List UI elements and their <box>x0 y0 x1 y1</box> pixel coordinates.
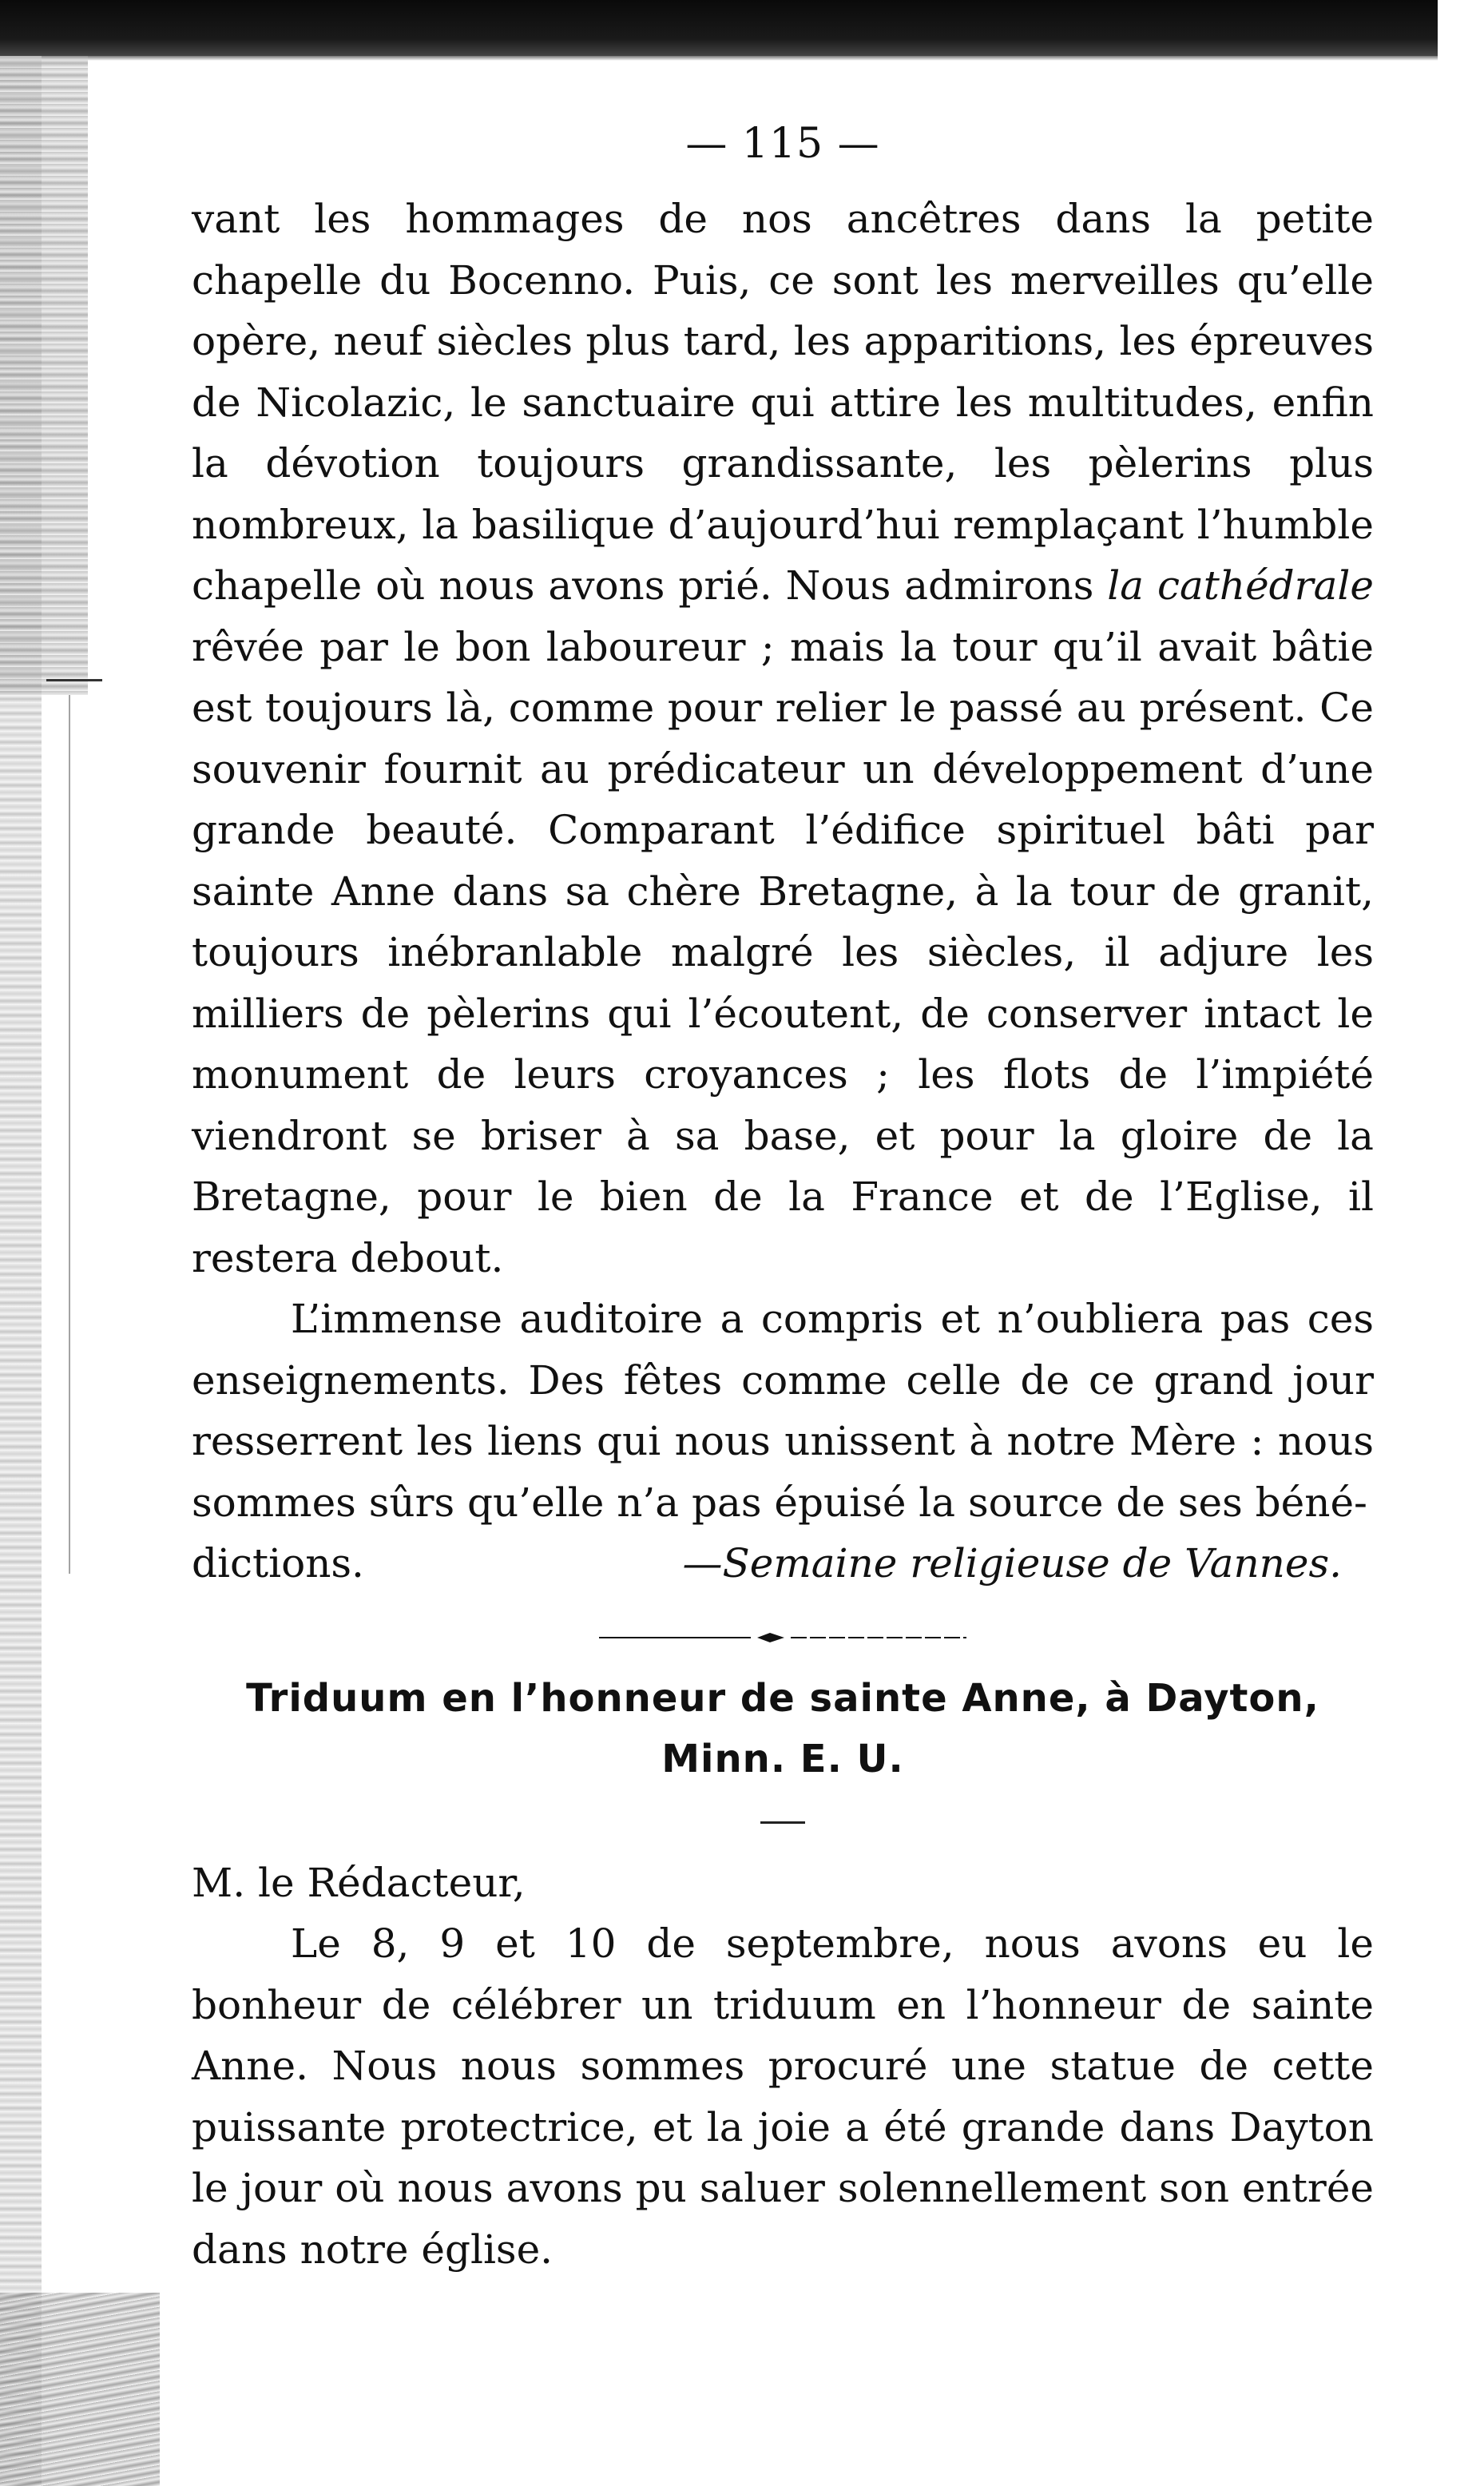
scan-top-edge <box>0 0 1438 56</box>
gutter-vertical-line <box>69 695 70 1574</box>
scan-top-edge-fade <box>0 56 1438 61</box>
gutter-shadow-bottom <box>0 2293 160 2486</box>
signoff-line <box>192 1533 1374 1594</box>
divider-ornament-icon <box>599 1630 966 1646</box>
paragraph-sermon-text-a: vant les hommages de nos ancêtres dans la petite chapelle du Bocenno. Puis, ce sont les merveilles qu’elle opère, neuf siècles plus tard, les apparitions, les épreuves de Nicolazic, le sanctuaire qui attire les multitudes, enfin la dévotion toujours grandissante, les pèlerins plus nombreux, la basilique d’aujourd’hui remplaçant l’humble chapelle où nous avons prié. Nous admirons <box>192 196 1374 609</box>
gutter-shadow-top <box>0 56 88 695</box>
paragraph-sermon-italic: la cathédrale <box>1107 562 1374 609</box>
scan-left-gutter <box>0 56 168 2486</box>
section-heading-line-1: Triduum en l’honneur de sainte Anne, à Dayton, <box>246 1675 1319 1721</box>
paragraph-letter: Le 8, 9 et 10 de septembre, nous avons eu le bonheur de célébrer un triduum en l’honneur de sainte Anne. Nous nous sommes procuré une statue de cette puissante protectrice, et la joie a été grande dans Dayton le jour où nous avons pu saluer solennellement son entrée dans notre église. <box>192 1920 1374 2273</box>
paragraph-sermon <box>192 189 1374 1289</box>
letter-salutation: M. le Rédacteur, <box>192 1859 526 1906</box>
page-body <box>192 120 1374 2280</box>
gutter-rule <box>46 679 102 681</box>
section-heading-line-2: Minn. E. U. <box>661 1736 904 1781</box>
source-attribution: —Semaine religieuse de Vannes. <box>682 1540 1342 1587</box>
paragraph-audience: L’immense auditoire a compris et n’oubliera pas ces enseignements. Des fêtes comme celle de ce grand jour resserrent les liens qui nous unissent à notre Mère : nous sommes sûrs qu’elle n’a pas épuisé la source de ses béné- <box>192 1296 1374 1526</box>
heading-rule <box>760 1821 805 1824</box>
signoff-last-word: dictions. <box>192 1540 364 1587</box>
paragraph-sermon-text-b: rêvée par le bon laboureur ; mais la tour qu’il avait bâtie est toujours là, comme pour relier le passé au présent. Ce souvenir fournit au prédicateur un développement d’une grande beauté. Comparant l’édifice spirituel bâti par sainte Anne dans sa chère Bretagne, à la tour de granit, toujours inébranlable malgré les siècles, il adjure les milliers de pèlerins qui l’écoutent, de conserver intact le monument de leurs croyances ; les flots de l’impiété viendront se briser à sa base, et pour la gloire de la Bretagne, pour le bien de la France et de l’Eglise, il restera debout. <box>192 623 1374 1281</box>
page-number: — 115 — <box>685 120 880 168</box>
section-divider-ornament <box>192 1622 1374 1654</box>
